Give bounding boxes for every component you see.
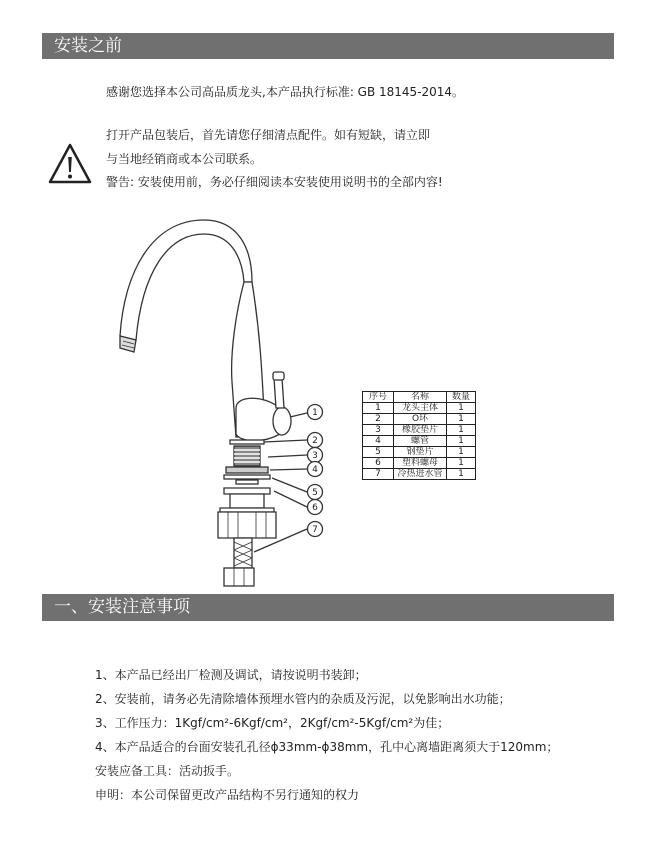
col-header-no: 序号: [363, 392, 394, 403]
table-row: [363, 414, 476, 425]
table-row: [363, 447, 476, 458]
warning-text: 警告: 安装使用前，务必仔细阅读本安装使用说明书的全部内容!: [106, 175, 443, 189]
parts-table: [362, 391, 476, 480]
cell-qty: 1: [447, 458, 476, 469]
cell-qty: 1: [447, 447, 476, 458]
cell-no: 6: [363, 458, 394, 469]
cell-qty: 1: [447, 469, 476, 480]
col-header-qty: 数量: [447, 392, 476, 403]
cell-name: 钢垫片: [394, 447, 447, 458]
callout-2: 2: [312, 436, 318, 446]
cell-qty: 1: [447, 414, 476, 425]
list-item: 安装应备工具：活动扳手。: [95, 764, 240, 778]
cell-name: 橡胶垫片: [394, 425, 447, 436]
cell-qty: 1: [447, 403, 476, 414]
cell-no: 5: [363, 447, 394, 458]
table-row: [363, 425, 476, 436]
cell-no: 7: [363, 469, 394, 480]
list-item: 4、本产品适合的台面安装孔孔径ϕ33mm-ϕ38mm，孔中心离墙距离须大于120mm；: [95, 740, 559, 754]
cell-qty: 1: [447, 436, 476, 447]
list-item: 2、安装前，请务必先清除墙体预埋水管内的杂质及污泥，以免影响出水功能；: [95, 692, 511, 706]
cell-no: 4: [363, 436, 394, 447]
cell-no: 2: [363, 414, 394, 425]
cell-no: 3: [363, 425, 394, 436]
callout-5: 5: [312, 488, 318, 498]
faucet-exploded-diagram: [112, 212, 332, 592]
intro-text: 感谢您选择本公司高品质龙头,本产品执行标准: GB 18145-2014。: [106, 85, 465, 99]
cell-name: 冷热进水管: [394, 469, 447, 480]
callout-4: 4: [312, 465, 318, 475]
cell-name: 塑料螺母: [394, 458, 447, 469]
list-item: 3、工作压力：1Kgf/cm²-6Kgf/cm²，2Kgf/cm²-5Kgf/cm²为佳；: [95, 716, 450, 730]
section-header-before-install: 安装之前: [42, 33, 614, 59]
table-row: [363, 469, 476, 480]
cell-qty: 1: [447, 425, 476, 436]
table-header-row: [363, 392, 476, 403]
warning-triangle-icon: [48, 143, 92, 185]
list-item: 1、本产品已经出厂检测及调试，请按说明书装卸；: [95, 668, 367, 682]
notice-line-2: 与当地经销商或本公司联系。: [106, 152, 263, 166]
callout-7: 7: [312, 525, 318, 535]
callout-6: 6: [312, 503, 318, 513]
cell-name: O环: [394, 414, 447, 425]
notice-line-1: 打开产品包装后，首先请您仔细清点配件。如有短缺，请立即: [106, 128, 431, 142]
cell-no: 1: [363, 403, 394, 414]
section-header-install-notes: 一、安装注意事项: [42, 594, 614, 621]
table-row: [363, 403, 476, 414]
cell-name: 龙头主体: [394, 403, 447, 414]
callout-1: 1: [312, 408, 318, 418]
install-notes-list: [95, 663, 558, 807]
col-header-name: 名称: [394, 392, 447, 403]
cell-name: 螺管: [394, 436, 447, 447]
callout-3: 3: [312, 451, 318, 461]
table-row: [363, 436, 476, 447]
table-row: [363, 458, 476, 469]
list-item: 申明：本公司保留更改产品结构不另行通知的权力: [95, 788, 360, 802]
